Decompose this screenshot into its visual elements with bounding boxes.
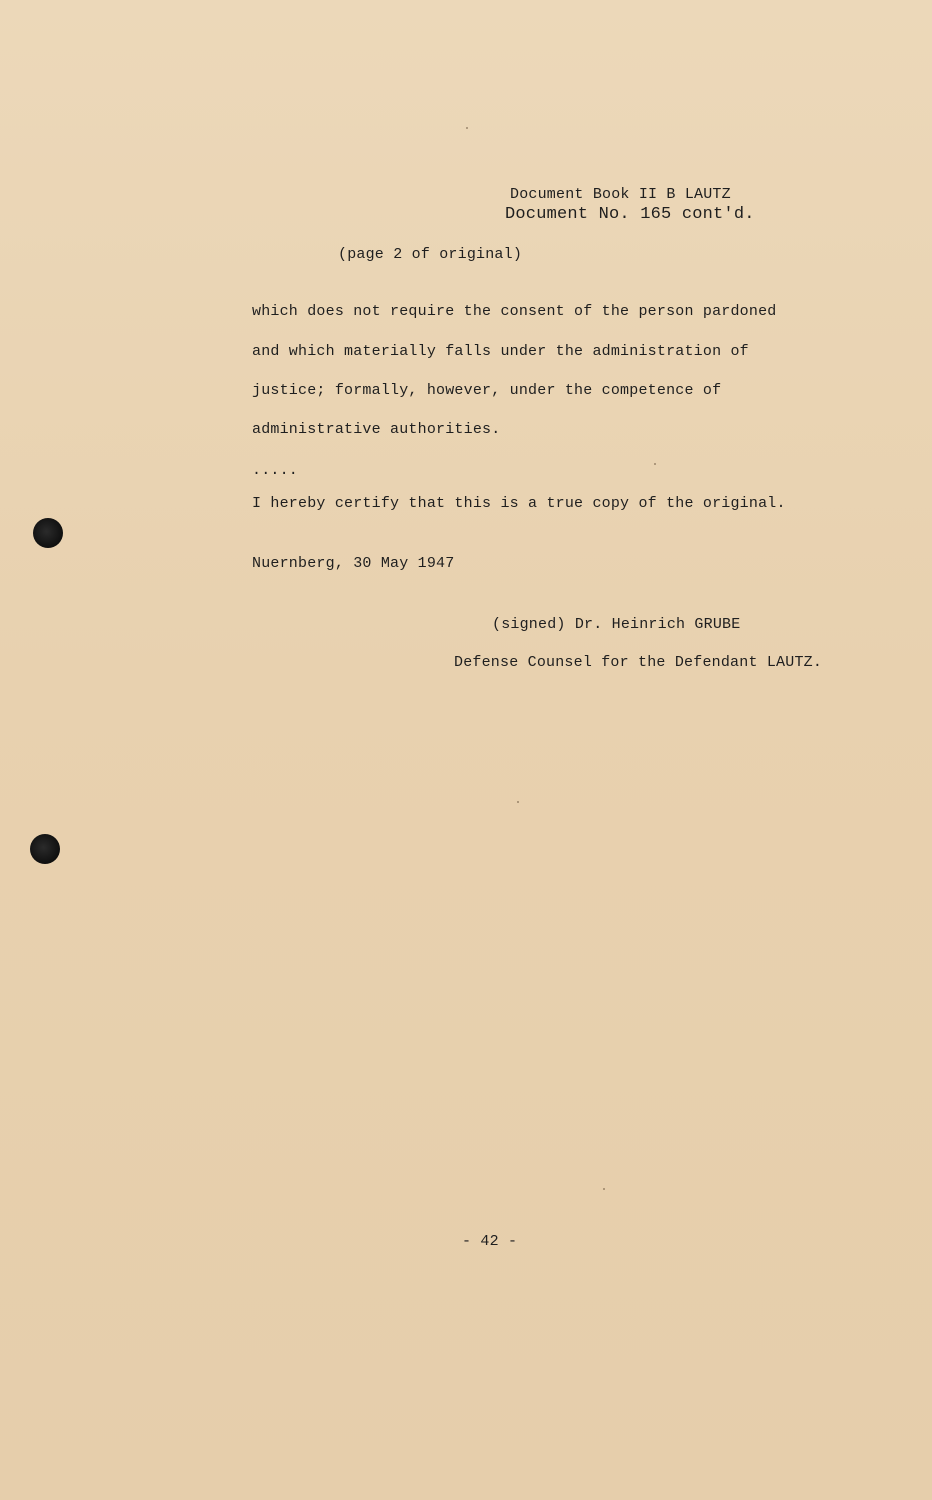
document-number: Document No. 165 cont'd.: [505, 205, 755, 224]
body-line-4: administrative authorities.: [252, 421, 501, 438]
body-line-2: and which materially falls under the administration of: [252, 343, 749, 360]
signatory-role: Defense Counsel for the Defendant LAUTZ.: [454, 654, 823, 671]
page-of-original: (page 2 of original): [338, 246, 523, 263]
paper-speck: [517, 801, 519, 803]
document-book-title: Document Book II B LAUTZ: [510, 186, 731, 203]
paper-speck: [466, 127, 468, 129]
signature-line: (signed) Dr. Heinrich GRUBE: [492, 616, 741, 633]
body-line-3: justice; formally, however, under the competence of: [252, 382, 722, 399]
place-and-date: Nuernberg, 30 May 1947: [252, 555, 455, 572]
punch-hole-top: [33, 518, 63, 548]
omission-marks: .....: [252, 462, 299, 479]
page-number: - 42 -: [462, 1233, 518, 1250]
paper-speck: [603, 1188, 605, 1190]
punch-hole-bottom: [30, 834, 60, 864]
certification-statement: I hereby certify that this is a true copy of the original.: [252, 495, 786, 512]
paper-speck: [654, 463, 656, 465]
body-line-1: which does not require the consent of the person pardoned: [252, 303, 777, 320]
